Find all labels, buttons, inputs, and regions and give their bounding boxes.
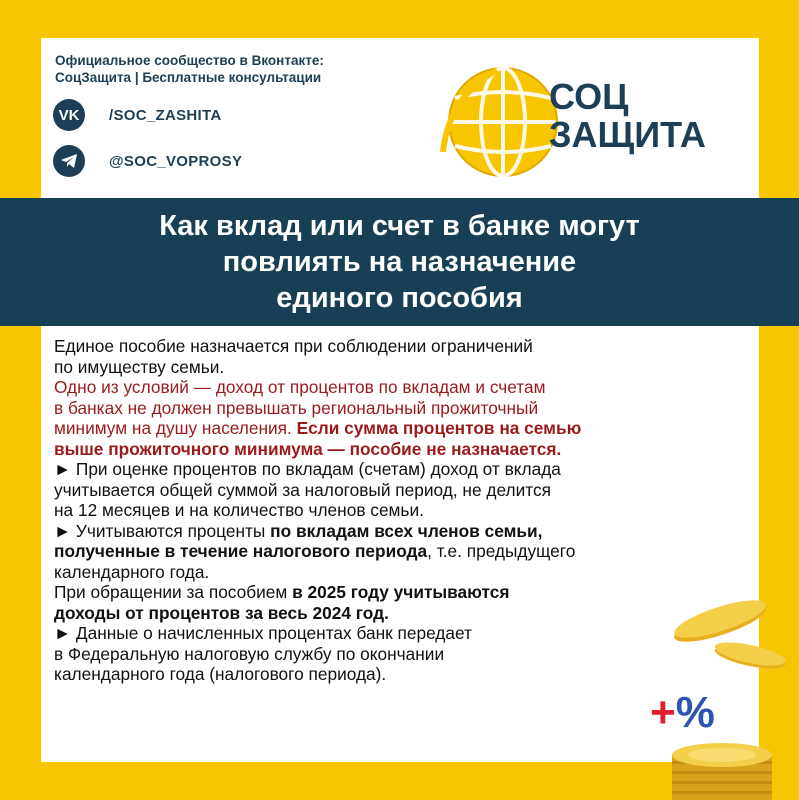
text-span: минимум на душу населения. [54,418,297,438]
title-line-1: Как вклад или счет в банке могут [159,210,640,242]
text-line: на 12 месяцев и на количество членов семьи. [54,500,424,520]
title-line-3: единого пособия [276,282,523,314]
text-line: календарного года (налогового периода). [54,664,387,684]
text-line-red-bold: выше прожиточного минимума — пособие не назначается. [54,438,562,459]
logo-line-2: ЗАЩИТА [549,114,706,155]
text-span-bold: по вкладам всех членов семьи, [270,520,543,541]
text-line: учитывается общей суммой за налоговый период, не делится [54,479,551,500]
logo-wordmark [549,78,706,154]
community-line-2: СоцЗащита | Бесплатные консультации [55,70,322,85]
community-line-1: Официальное сообщество в Вконтакте: [55,53,324,68]
vk-link[interactable] [53,99,222,131]
title-line-2: повлиять на назначение [222,246,577,278]
percent-sign: % [675,688,715,737]
plus-percent-icon [650,688,715,738]
text-line-bold: доходы от процентов за весь 2024 год. [54,602,389,623]
text-line: по имуществу семьи. [54,356,225,377]
text-line: календарного года. [54,561,210,582]
title-banner [0,198,799,326]
text-line-red: в банках не должен превышать региональный прожиточный [54,397,539,418]
text-line-red: Одно из условий — доход от процентов по вкладам и счетам [54,377,546,397]
text-line: Единое пособие назначается при соблюдении ограничений [54,336,533,356]
telegram-handle: @SOC_VOPROSY [109,152,243,170]
text-line-red [54,418,774,439]
text-line: в Федеральную налоговую службу по окончании [54,643,445,664]
logo-line-1: СОЦ [549,76,629,117]
text-span: , т.е. предыдущего [427,541,576,561]
bullet-line: ► Данные о начисленных процентах банк передает [54,623,472,643]
header-card [41,38,759,200]
vk-icon [53,99,85,131]
telegram-icon [53,145,85,177]
telegram-link[interactable] [53,145,242,177]
plus-sign: + [650,688,676,737]
bullet-line [54,521,774,542]
text-span: ► Учитываются проценты [54,520,271,541]
text-span-bold: в 2025 году учитываются [292,582,510,602]
text-line [54,541,774,562]
community-info [55,52,455,86]
text-span-bold: Если сумма процентов на семью [296,418,582,438]
text-span: При обращении за пособием [54,582,293,602]
vk-handle: /SOC_ZASHITA [109,106,222,124]
bullet-line: ► При оценке процентов по вкладам (счетам) доход от вклада [54,459,561,479]
text-span-bold: полученные в течение налогового периода [54,541,428,561]
page-title [159,208,640,316]
vk-icon-text: VK [58,106,80,124]
